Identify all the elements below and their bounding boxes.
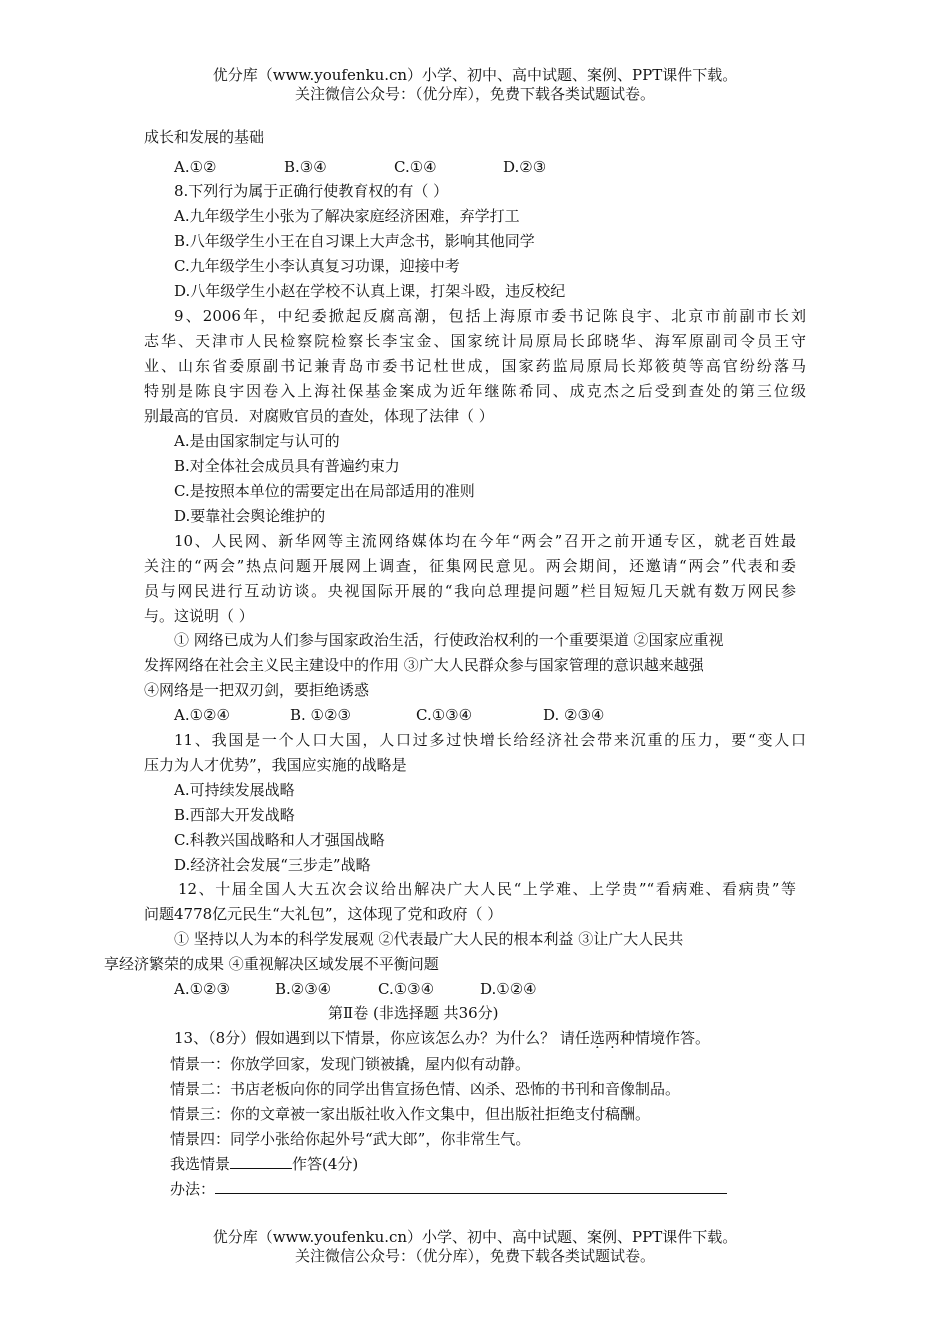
q13-stem-main: 13、（8分）假如遇到以下情景，你应该怎么办？为什么？ 请任 <box>174 1029 590 1047</box>
q9-option-d: D.要靠社会舆论维护的 <box>174 507 326 525</box>
q9-option-c: C.是按照本单位的需要定出在局部适用的准则 <box>174 482 475 500</box>
q12-option-d: D.①②④ <box>480 980 537 998</box>
header-line-1: 优分库（www.youfenku.cn）小学、初中、高中试题、案例、PPT课件下载。 <box>212 66 738 84</box>
q11-option-c: C.科教兴国战略和人才强国战略 <box>174 831 385 849</box>
q10-option-a: A.①②④ <box>174 706 230 724</box>
q13-method-row <box>170 1179 727 1199</box>
q10-option-c: C.①③④ <box>416 706 473 724</box>
q13-choose-suffix: 作答(4分) <box>292 1155 359 1173</box>
header-line-2: 关注微信公众号：（优分库），免费下载各类试题试卷。 <box>294 85 655 103</box>
q13-emphasis-2: 两 <box>604 1029 620 1047</box>
q11-option-a: A.可持续发展战略 <box>174 781 295 799</box>
q9-option-b: B.对全体社会成员具有普遍约束力 <box>174 457 400 475</box>
q10-line-1: 10、人民网、新华网等主流网络媒体均在今年“两会”召开之前开通专区，就老百姓最 <box>174 532 796 550</box>
q9-line-2: 志华、天津市人民检察院检察长李宝金、国家统计局原局长邱晓华、海军原副司令员王守 <box>144 332 806 350</box>
q13-stem-end: 种情境作答。 <box>619 1029 710 1047</box>
page-header <box>0 66 950 104</box>
q10-line-4: 与。这说明（ ） <box>144 607 254 625</box>
q10-option-b: B. ①②③ <box>290 706 351 724</box>
q8-option-a: A.九年级学生小张为了解决家庭经济困难，弃学打工 <box>174 207 520 225</box>
q13-scene-2: 情景二：书店老板向你的同学出售宣扬色情、凶杀、恐怖的书刊和音像制品。 <box>170 1080 681 1098</box>
page-footer <box>0 1228 950 1266</box>
footer-line-2: 关注微信公众号：（优分库），免费下载各类试题试卷。 <box>294 1247 655 1265</box>
q10-item-line-2: 发挥网络在社会主义民主建设中的作用 ③广大人民群众参与国家管理的意识越来越强 <box>144 656 704 674</box>
q8-option-d: D.八年级学生小赵在学校不认真上课，打架斗殴，违反校纪 <box>174 282 566 300</box>
q13-stem <box>174 1028 710 1048</box>
q9-line-3: 业、山东省委原副书记兼青岛市委书记杜世成，国家药监局原局长郑筱萸等高官纷纷落马 <box>144 357 806 375</box>
q7-tail: 成长和发展的基础 <box>144 128 265 146</box>
q8-option-b: B.八年级学生小王在自习课上大声念书，影响其他同学 <box>174 232 535 250</box>
q11-line-2: 压力为人才优势”，我国应实施的战略是 <box>144 756 407 774</box>
q7-option-c: C.①④ <box>394 158 437 176</box>
q12-option-a: A.①②③ <box>174 980 230 998</box>
q7-option-b: B.③④ <box>284 158 327 176</box>
q13-emphasis-1: 选 <box>589 1029 605 1047</box>
q13-method-label: 办法： <box>170 1180 216 1198</box>
q8-stem: 8.下列行为属于正确行使教育权的有（ ） <box>174 182 449 200</box>
q12-option-c: C.①③④ <box>378 980 435 998</box>
q7-option-d: D.②③ <box>503 158 547 176</box>
q11-option-b: B.西部大开发战略 <box>174 806 295 824</box>
q10-line-2: 关注的“两会”热点问题开展网上调查，征集网民意见。两会期间，还邀请“两会”代表和委 <box>144 557 796 575</box>
q10-item-line-3: ④网络是一把双刃剑，要拒绝诱惑 <box>144 681 370 699</box>
q13-method-blank[interactable] <box>215 1179 727 1194</box>
q9-line-5: 别最高的官员．对腐败官员的查处，体现了法律（ ） <box>144 407 494 425</box>
q9-line-1: 9、2006年，中纪委掀起反腐高潮，包括上海原市委书记陈良宇、北京市前副市长刘 <box>174 307 806 325</box>
q13-scene-1: 情景一：你放学回家，发现门锁被撬，屋内似有动静。 <box>170 1055 531 1073</box>
q12-item-line-1: ① 坚持以人为本的科学发展观 ②代表最广大人民的根本利益 ③让广大人民共 <box>174 930 684 948</box>
part2-title: 第Ⅱ卷 (非选择题 共36分) <box>328 1004 499 1022</box>
q13-scene-4: 情景四：同学小张给你起外号“武大郎”，你非常生气。 <box>170 1130 531 1148</box>
q10-line-3: 员与网民进行互动访谈。央视国际开展的“我向总理提问题”栏目短短几天就有数万网民参 <box>144 582 796 600</box>
q8-option-c: C.九年级学生小李认真复习功课，迎接中考 <box>174 257 460 275</box>
q12-line-1: 12、十届全国人大五次会议给出解决广大人民“上学难、上学贵”“看病难、看病贵”等 <box>178 880 796 898</box>
q13-scene-blank[interactable] <box>230 1154 292 1169</box>
q12-option-b: B.②③④ <box>275 980 332 998</box>
q13-choose-row <box>170 1154 358 1174</box>
q13-scene-3: 情景三：你的文章被一家出版社收入作文集中，但出版社拒绝支付稿酬。 <box>170 1105 651 1123</box>
footer-line-1: 优分库（www.youfenku.cn）小学、初中、高中试题、案例、PPT课件下载。 <box>212 1228 738 1246</box>
q11-option-d: D.经济社会发展“三步走”战略 <box>174 856 371 874</box>
q12-line-2: 问题4778亿元民生“大礼包”，这体现了党和政府（ ） <box>144 905 503 923</box>
q7-option-a: A.①② <box>174 158 217 176</box>
q9-option-a: A.是由国家制定与认可的 <box>174 432 340 450</box>
q11-line-1: 11、我国是一个人口大国，人口过多过快增长给经济社会带来沉重的压力，要“变人口 <box>174 731 806 749</box>
q10-option-d: D. ②③④ <box>543 706 605 724</box>
q12-item-line-2: 享经济繁荣的成果 ④重视解决区域发展不平衡问题 <box>104 955 439 973</box>
q13-choose-prefix: 我选情景 <box>170 1155 231 1173</box>
q10-item-line-1: ① 网络已成为人们参与国家政治生活，行使政治权利的一个重要渠道 ②国家应重视 <box>174 631 724 649</box>
q9-line-4: 特别是陈良宇因卷入上海社保基金案成为近年继陈希同、成克杰之后受到查处的第三位级 <box>144 382 806 400</box>
